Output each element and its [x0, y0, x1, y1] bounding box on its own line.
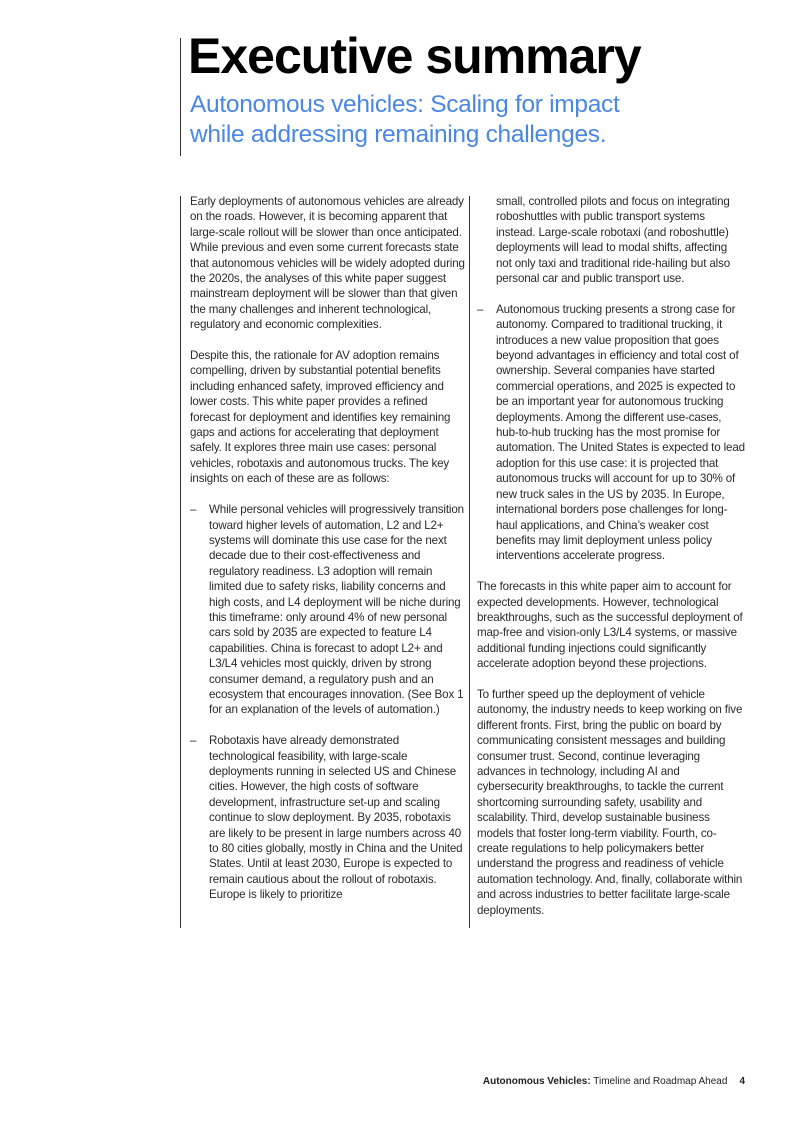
page-number: 4 — [739, 1076, 745, 1087]
bullet-autonomous-trucking — [477, 302, 745, 564]
bullet-text: Autonomous trucking presents a strong case for autonomy. Compared to traditional trucking, it introduces a new value proposition that goes beyond advantages in efficiency and total cost of ownership. Several companies have started commercial operations, and 2025 is expected to be an important year for autonomous trucking deployments. Among the different use-cases, hub-to-hub trucking has the most promise for automation. The United States is expected to lead adoption for this use case: it is projected that autonomous trucks will account for up to 30% of new truck sales in the US by 2035. In Europe, international borders pose challenges for long-haul applications, and China’s weaker cost benefits may limit deployment unless policy interventions accelerate progress. — [496, 302, 745, 563]
footer-title: Timeline and Roadmap Ahead — [590, 1076, 728, 1087]
right-column-divider — [469, 196, 470, 928]
left-column — [190, 194, 465, 918]
bullet-robotaxis-continued: small, controlled pilots and focus on integrating roboshuttles with public transport systems instead. Large-scale robotaxi (and roboshuttle) deployments will lead to modal shifts, affecting not only taxi and traditional ride-hailing but also personal car and public transport use. — [496, 195, 731, 286]
page-footer — [483, 1076, 745, 1087]
subtitle-line-2: while addressing remaining challenges. — [190, 121, 607, 148]
bullet-dash: – — [190, 734, 197, 748]
next-steps-paragraph: To further speed up the deployment of vehicle autonomy, the industry needs to keep working on five different fronts. First, bring the public on board by communicating consistent messages and building consumer trust. Second, continue leveraging advances in technology, including AI and cybersecurity breakthroughs, to tackle the current shortcoming surrounding safety, usability and scalability. Third, develop sustainable business models that foster long-term viability. Fourth, co-create regulations to help policymakers better understand the progress and readiness of vehicle automation technology. And, finally, collaborate within and across industries to better facilitate large-scale deployments. — [477, 687, 743, 917]
footer-brand: Autonomous Vehicles: — [482, 1076, 591, 1087]
bullet-personal-vehicles — [190, 502, 465, 718]
title-divider — [180, 38, 181, 156]
forecasts-paragraph: The forecasts in this white paper aim to account for expected developments. However, technological breakthroughs, such as the successful deployment of map-free and vision-only L3/L4 systems, or massive additional funding injections could significantly accelerate adoption beyond these projections. — [477, 580, 743, 671]
bullet-robotaxis — [190, 733, 465, 902]
bullet-text: Robotaxis have already demonstrated technological feasibility, with large-scale deployments running in selected US and Chinese cities. However, the high costs of software development, infrastructure set-up and scaling continue to slow deployment. By 2035, robotaxis are likely to be present in large numbers across 40 to 80 cities globally, mostly in China and the United States. Until at least 2030, Europe is expected to remain cautious about the rollout of robotaxis. Europe is likely to prioritize — [209, 734, 463, 902]
intro-paragraph: Early deployments of autonomous vehicles are already on the roads. However, it is becoming apparent that large-scale rollout will be slower than once anticipated. While previous and even some current forecasts state that autonomous vehicles will be widely adopted during the 2020s, the analyses of this white paper suggest mainstream deployment will be slower than that given the many challenges and inherent technological, regulatory and economic complexities. — [190, 195, 465, 332]
left-column-divider — [180, 196, 181, 928]
right-column — [477, 194, 745, 933]
bullet-dash: – — [477, 302, 484, 316]
bullet-dash: – — [190, 503, 197, 517]
rationale-paragraph: Despite this, the rationale for AV adoption remains compelling, driven by substantial potential benefits including enhanced safety, improved efficiency and lower costs. This white paper provides a refined forecast for deployment and identifies key remaining gaps and actions for accelerating that deployment safely. It explores three main use cases: personal vehicles, robotaxis and autonomous trucks. The key insights on each of these are as follows: — [190, 349, 451, 486]
page-title: Executive summary — [188, 28, 641, 84]
page-subtitle — [190, 90, 750, 150]
bullet-text: While personal vehicles will progressively transition toward higher levels of automation, L2 and L2+ systems will dominate this use case for the next decade due to their cost-effectiveness and regulatory readiness. L3 adoption will remain limited due to safety risks, liability concerns and high costs, and L4 deployment will be niche during this timeframe: only around 4% of new personal cars sold by 2035 are expected to feature L4 capabilities. China is forecast to adopt L2+ and L3/L4 vehicles most quickly, driven by strong consumer demand, a regulatory push and an ecosystem that encourages innovation. (See Box 1 for an explanation of the levels of automation.) — [209, 503, 464, 717]
subtitle-line-1: Autonomous vehicles: Scaling for impact — [190, 91, 620, 118]
